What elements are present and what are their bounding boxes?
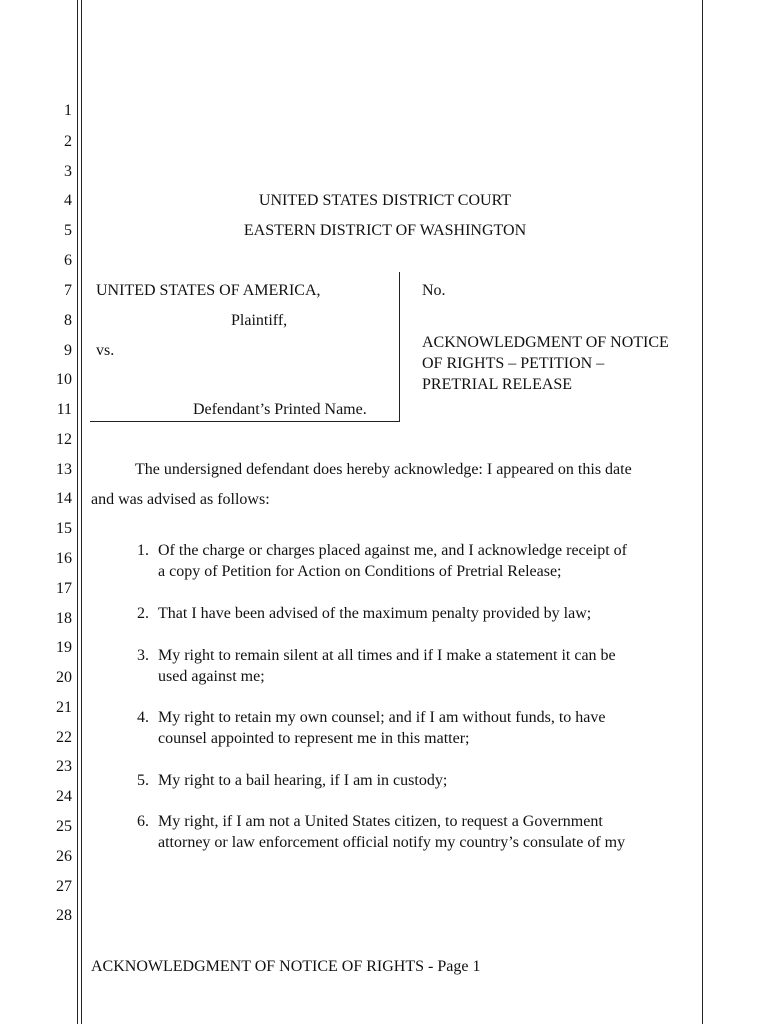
caption-divider-vertical bbox=[399, 272, 400, 422]
list-item-line: My right, if I am not a United States citizen, to request a Government bbox=[158, 813, 603, 830]
list-item-number: 6. bbox=[137, 813, 149, 830]
list-item-line: My right to remain silent at all times and if I make a statement it can be bbox=[158, 647, 616, 664]
case-number-label: No. bbox=[422, 282, 446, 299]
intro-line-1: The undersigned defendant does hereby acknowledge: I appeared on this date bbox=[135, 461, 632, 478]
line-number: 20 bbox=[56, 669, 72, 686]
line-number: 28 bbox=[56, 907, 72, 924]
line-number: 13 bbox=[56, 461, 72, 478]
line-number: 18 bbox=[56, 610, 72, 627]
list-item-number: 2. bbox=[137, 605, 149, 622]
court-district: EASTERN DISTRICT OF WASHINGTON bbox=[243, 222, 527, 239]
line-number: 25 bbox=[56, 818, 72, 835]
line-number: 7 bbox=[64, 282, 72, 299]
list-item-line: counsel appointed to represent me in this matter; bbox=[158, 730, 470, 747]
intro-line-2: and was advised as follows: bbox=[91, 491, 270, 508]
list-item-line: Of the charge or charges placed against me, and I acknowledge receipt of bbox=[158, 542, 627, 559]
line-number: 9 bbox=[64, 342, 72, 359]
document-title-line: PRETRIAL RELEASE bbox=[422, 376, 573, 393]
line-number: 11 bbox=[56, 401, 72, 418]
line-number: 12 bbox=[56, 431, 72, 448]
left-margin-rule-inner bbox=[81, 0, 82, 1024]
document-title-line: ACKNOWLEDGMENT OF NOTICE bbox=[422, 334, 669, 351]
line-number: 6 bbox=[64, 252, 72, 269]
list-item-line: My right to retain my own counsel; and if I am without funds, to have bbox=[158, 709, 606, 726]
line-number: 4 bbox=[64, 192, 72, 209]
line-number: 27 bbox=[56, 878, 72, 895]
left-margin-rule-outer bbox=[77, 0, 78, 1024]
line-number: 23 bbox=[56, 758, 72, 775]
list-item-line: My right to a bail hearing, if I am in custody; bbox=[158, 772, 448, 789]
list-item-number: 1. bbox=[137, 542, 149, 559]
defendant-label: Defendant’s Printed Name. bbox=[193, 401, 367, 418]
line-number: 1 bbox=[64, 102, 72, 119]
page-footer: ACKNOWLEDGMENT OF NOTICE OF RIGHTS - Page 1 bbox=[91, 958, 481, 975]
line-number: 16 bbox=[56, 550, 72, 567]
list-item-number: 3. bbox=[137, 647, 149, 664]
line-number: 19 bbox=[56, 639, 72, 656]
line-number: 21 bbox=[56, 699, 72, 716]
line-number: 3 bbox=[64, 163, 72, 180]
list-item-line: a copy of Petition for Action on Conditions of Pretrial Release; bbox=[158, 563, 562, 580]
party-name: UNITED STATES OF AMERICA, bbox=[96, 282, 321, 299]
line-number: 2 bbox=[64, 133, 72, 150]
plaintiff-label: Plaintiff, bbox=[231, 312, 288, 329]
list-item-number: 4. bbox=[137, 709, 149, 726]
line-number: 22 bbox=[56, 729, 72, 746]
line-number: 17 bbox=[56, 580, 72, 597]
line-number: 10 bbox=[56, 371, 72, 388]
document-title-line: OF RIGHTS – PETITION – bbox=[422, 355, 605, 372]
line-number: 24 bbox=[56, 788, 72, 805]
right-margin-rule bbox=[702, 0, 703, 1024]
line-number: 26 bbox=[56, 848, 72, 865]
list-item-line: That I have been advised of the maximum penalty provided by law; bbox=[158, 605, 592, 622]
line-number: 8 bbox=[64, 312, 72, 329]
line-number: 15 bbox=[56, 520, 72, 537]
court-title: UNITED STATES DISTRICT COURT bbox=[258, 192, 512, 209]
line-number: 14 bbox=[56, 490, 72, 507]
list-item-line: used against me; bbox=[158, 668, 265, 685]
versus-label: vs. bbox=[96, 342, 115, 359]
list-item-number: 5. bbox=[137, 772, 149, 789]
list-item-line: attorney or law enforcement official notify my country’s consulate of my bbox=[158, 834, 626, 851]
caption-divider-horizontal bbox=[90, 421, 400, 422]
line-number: 5 bbox=[64, 222, 72, 239]
